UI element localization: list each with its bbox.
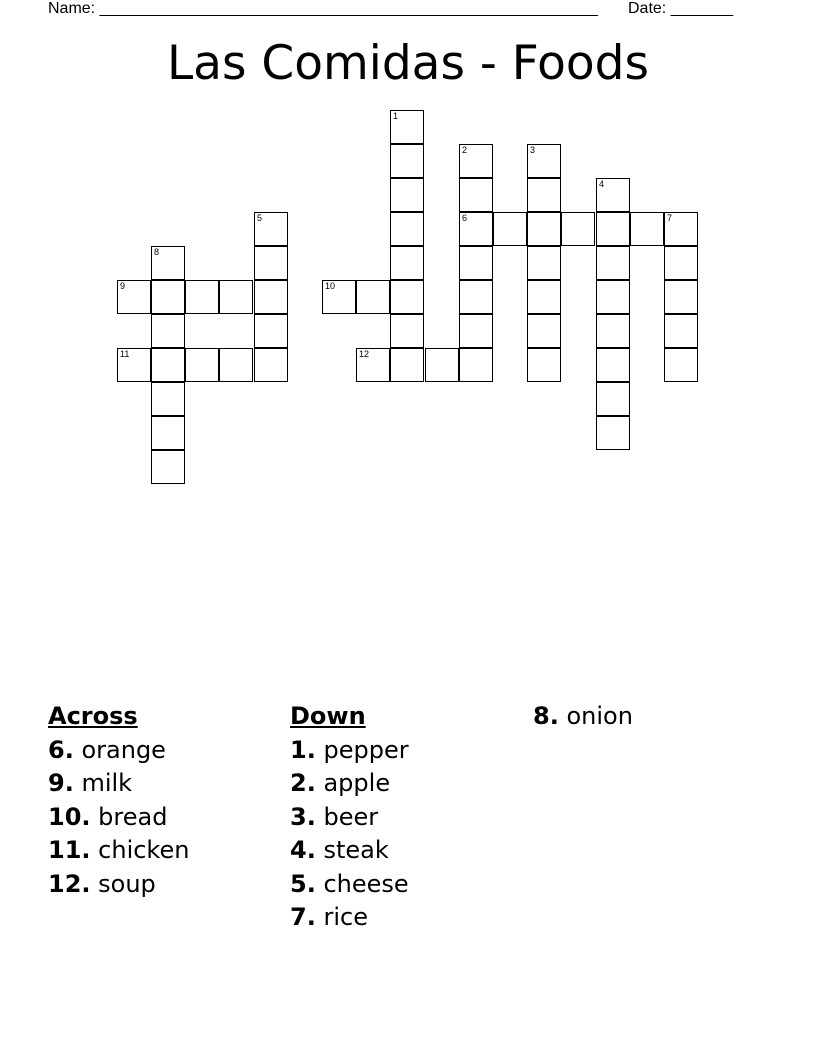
crossword-cell[interactable] [219,280,253,314]
crossword-cell[interactable] [664,246,698,280]
crossword-cell[interactable] [459,212,493,246]
across-clue [48,767,189,801]
clue-text: cheese [323,869,409,898]
crossword-cell[interactable] [664,212,698,246]
down-clue [290,767,409,801]
clue-text: orange [81,735,166,764]
crossword-cell[interactable] [527,144,561,178]
crossword-cell[interactable] [596,246,630,280]
crossword-cell[interactable] [390,314,424,348]
crossword-cell[interactable] [596,178,630,212]
down-clues [290,700,409,935]
crossword-cell[interactable] [459,314,493,348]
clue-text: chicken [98,836,190,864]
clue-number: 5 [257,213,263,223]
crossword-cell[interactable] [151,246,185,280]
crossword-cell[interactable] [322,280,356,314]
crossword-cell[interactable] [151,382,185,416]
across-heading: Across [48,702,138,730]
crossword-cell[interactable] [561,212,595,246]
across-clue [48,834,189,868]
crossword-cell[interactable] [254,280,288,314]
name-field-label: Name: ________________________________________________________ [48,0,598,17]
crossword-cell[interactable] [254,212,288,246]
crossword-cell[interactable] [664,314,698,348]
clue-text: bread [98,802,168,831]
down-clues-continued [533,700,633,734]
clue-number: 8. [533,702,559,730]
crossword-cell[interactable] [596,280,630,314]
crossword-cell[interactable] [527,246,561,280]
down-clue [290,734,409,768]
crossword-cell[interactable] [527,280,561,314]
crossword-cell[interactable] [219,348,253,382]
crossword-cell[interactable] [527,314,561,348]
crossword-cell[interactable] [459,246,493,280]
across-clue [48,868,189,902]
clue-number: 1. [290,735,316,764]
across-clue [48,734,189,768]
clue-text: beer [323,802,379,831]
down-clue [290,901,409,935]
clue-number: 11. [48,836,91,864]
clue-text: soup [98,869,156,898]
crossword-cell[interactable] [664,280,698,314]
clue-number: 2. [290,769,316,797]
crossword-cell[interactable] [596,348,630,382]
clue-number: 6 [462,213,468,223]
crossword-cell[interactable] [527,178,561,212]
crossword-cell[interactable] [459,280,493,314]
crossword-cell[interactable] [185,280,219,314]
clues-section [0,700,816,960]
crossword-cell[interactable] [356,280,390,314]
clue-text: rice [323,903,368,931]
crossword-cell[interactable] [151,416,185,450]
crossword-cell[interactable] [390,178,424,212]
crossword-cell[interactable] [664,348,698,382]
clue-number: 3. [290,802,316,831]
clue-number: 10 [325,281,336,291]
crossword-cell[interactable] [254,348,288,382]
crossword-cell[interactable] [459,348,493,382]
clue-text: pepper [323,735,409,764]
clue-number: 12. [48,869,91,898]
clue-text: apple [323,769,391,797]
crossword-cell[interactable] [527,212,561,246]
clue-number: 10. [48,802,91,831]
crossword-cell[interactable] [596,212,630,246]
crossword-cell[interactable] [117,280,151,314]
down-clue [533,700,633,734]
down-clue [290,801,409,835]
down-clue [290,834,409,868]
clue-number: 12 [359,349,370,359]
down-clue [290,868,409,902]
clue-number: 7. [290,903,316,931]
crossword-cell[interactable] [390,144,424,178]
crossword-cell[interactable] [425,348,459,382]
clue-number: 9 [120,281,126,291]
crossword-cell[interactable] [185,348,219,382]
crossword-cell[interactable] [356,348,390,382]
page-title: Las Comidas - Foods [167,36,649,91]
crossword-cell[interactable] [390,212,424,246]
crossword-cell[interactable] [117,348,151,382]
clue-number: 2 [462,145,468,155]
crossword-cell[interactable] [254,246,288,280]
crossword-cell[interactable] [527,348,561,382]
clue-number: 7 [667,213,673,223]
clue-number: 3 [530,145,536,155]
clue-number: 8 [154,247,160,257]
crossword-cell[interactable] [390,280,424,314]
across-clues [48,700,189,901]
crossword-cell[interactable] [596,416,630,450]
clue-number: 1 [393,111,399,121]
crossword-cell[interactable] [596,314,630,348]
clue-text: steak [323,836,389,864]
crossword-cell[interactable] [459,144,493,178]
clue-number: 6. [48,735,74,764]
crossword-cell[interactable] [151,280,185,314]
crossword-cell[interactable] [493,212,527,246]
clue-text: milk [81,769,133,797]
clue-number: 11 [120,349,130,359]
crossword-cell[interactable] [630,212,664,246]
crossword-cell[interactable] [390,110,424,144]
clue-number: 9. [48,769,74,797]
crossword-cell[interactable] [151,348,185,382]
crossword-cell[interactable] [151,314,185,348]
date-field-label: Date: _______ [628,0,733,17]
crossword-cell[interactable] [596,382,630,416]
down-heading: Down [290,702,366,730]
clue-text: onion [566,702,633,730]
clue-number: 4. [290,836,316,864]
crossword-cell[interactable] [151,450,185,484]
crossword-grid [0,0,816,520]
clue-number: 5. [290,869,316,898]
crossword-cell[interactable] [459,178,493,212]
clue-number: 4 [599,179,605,189]
crossword-cell[interactable] [254,314,288,348]
across-clue [48,801,189,835]
crossword-cell[interactable] [390,246,424,280]
crossword-cell[interactable] [390,348,424,382]
